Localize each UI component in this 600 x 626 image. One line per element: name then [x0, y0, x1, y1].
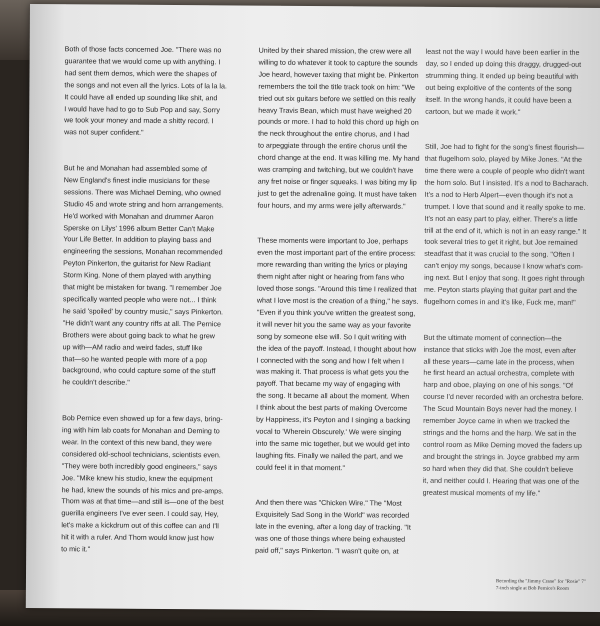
text-column-right — [422, 47, 600, 513]
paragraph: But the ultimate moment of connection—the instance that sticks with Joe the most, even after all these years—came late in the process, when he first heard an actual orchestra, complete with harp and oboe, playing on one of his songs. "Of course I'd never recorded with an orchestra before. The Scud Mountain Boys never had the money. I remember Joyce came in when we tracked the strings and the horns and the harp. We sat in the control room as Mike Deming moved the faders up and brought the strings in. Joyce grabbed my arm so hard when they did that. She couldn't believe it, and neither could I. Hearing that was one of the greatest musical moments of my life." — [422, 321, 584, 498]
paragraph: And then there was "Chicken Wire." The "Most Exquisitely Sad Song in the World" was recorded late in the evening, after a long day of tracking. "It was one of those things where being exhausted paid off," says Pinkerton. "I wasn't quite on, at — [255, 487, 411, 556]
paragraph: Bob Pernice even showed up for a few days, bring- ing with him lab coats for Monahan and Deming to wear. In the context of this new band, they were considered old-school technicians, scientists even. "They were both incredibly good engineers," says Joe. "Mike knew his studio, knew the equipment he had, knew the sounds of his mics and pre-amps. Thom was at that time—and still is—one of the best guerilla engineers I've ever seen. I could say, Hey, let's make a kickdrum out of this coffee can and I'll hit it with a ruler. And Thom would know just how to mic it." — [61, 402, 224, 554]
photo-caption: Recording the "Jimmy Crane" for "Rosie" 7" 7-inch single at Bob Pernice's Room — [495, 579, 586, 592]
paragraph: Still, Joe had to fight for the song's finest flourish— that flugelhorn solo, played by Mike Jones. "At the time there were a couple of people who didn't want the horn solo. But I insisted. It's a nod to Bacharach. It's a nod to Herb Alpert—even though it's not a trumpet. I love that sound and it really spoke to me. It's not an easy part to play, either. There's a little trill at the end of it, which is not in an easy range." It took several tries to get it right, but Joe remained steadfast that it was crucial to the song. "Often I can't enjoy my songs, because I know what's com- ing next. But I enjoy that song. It goes right through me. Peyton starts playing that guitar part and the flugelhorn comes in and it's like, Fuck me, man!" — [423, 131, 589, 307]
paragraph: Both of those facts concerned Joe. "There was no guarantee that we would come up with anything. I had sent them demos, which were the shapes of the songs and not even all the lyrics. Lots of la la la. It could have all ended up sounding like shit, and I would have had to go to Sub Pop and say, Sorry we took your money and made a shitty record. I was not super confident." — [64, 45, 227, 138]
paragraph: least not the way I would have been earlier in the day, so I ended up doing this draggy, drugged-out strumming thing. It ended up being beautiful with out being exploitive of the contents of the song itself. In the wrong hands, it could have been a cartoon, but we made it work." — [425, 47, 582, 116]
paragraph: These moments were important to Joe, perhaps even the most important part of the entire process: more rewarding than writing the lyrics or playing them night after night or hearing from fans who loved those songs. "Around this time I realized that what I love most is the creation of a thing," he says. "Even if you think you've written the greatest song, it will never hit you the same way as your favorite song by someone else will. So I quit writing with the idea of the payoff. Instead, I thought about how I connected with the song and how I felt when I was making it. That process is what gets you the payoff. That became my way of engaging with the song. It became all about the moment. When I think about the best parts of making Overcome by Happiness, it's Peyton and I singing a backing vocal to 'Wherein Obscurely.' We were singing into the same mic together, but we would get into laughing fits. Finally we nailed the part, and we could feel it in that moment." — [255, 225, 419, 472]
paragraph: But he and Monahan had assembled some of New England's finest indie musicians for these sessions. There was Michael Deming, who owned Studio 45 and wrote string and horn arrangements. He'd worked with Monahan and drummer Aaron Sperske on Lilys' 1996 album Better Can't Make Your Life Better. In addition to playing bass and engineering the sessions, Monahan recommended Peyton Pinkerton, the guitarist for New Radiant Storm King. None of them played with anything that might be mistaken for twang. "I remember Joe specifically wanted people who were not... I think he said 'spoiled' by country music," says Pinkerton. "He didn't want any country riffs at all. The Pernice Brothers were about going back to what he grew up with—AM radio and weird fades, stuff like that—so he wanted people with more of a pop background, who could capture some of the stuff he couldn't describe." — [62, 152, 224, 388]
text-column-left — [61, 44, 273, 569]
book-page — [26, 4, 600, 612]
paragraph: United by their shared mission, the crew were all willing to do whatever it took to capture the sounds Joe heard, however taxing that might be. Pinkerton remembers the toil the title track took on him: "We tried out six guitars before we settled on this really heavy Travis Bean, which must have weighed 20 pounds or more. I had to hold this chord up high on the neck throughout the entire chorus, and I had to arpeggiate through the entire chorus until the chord change at the end. It was killing me. My hand was cramping and twitching, but we couldn't have any fret noise or finger squeaks. I was biting my lip just to get the adrenaline going. It must have taken four hours, and my arms were jelly afterwards." — [257, 46, 420, 211]
